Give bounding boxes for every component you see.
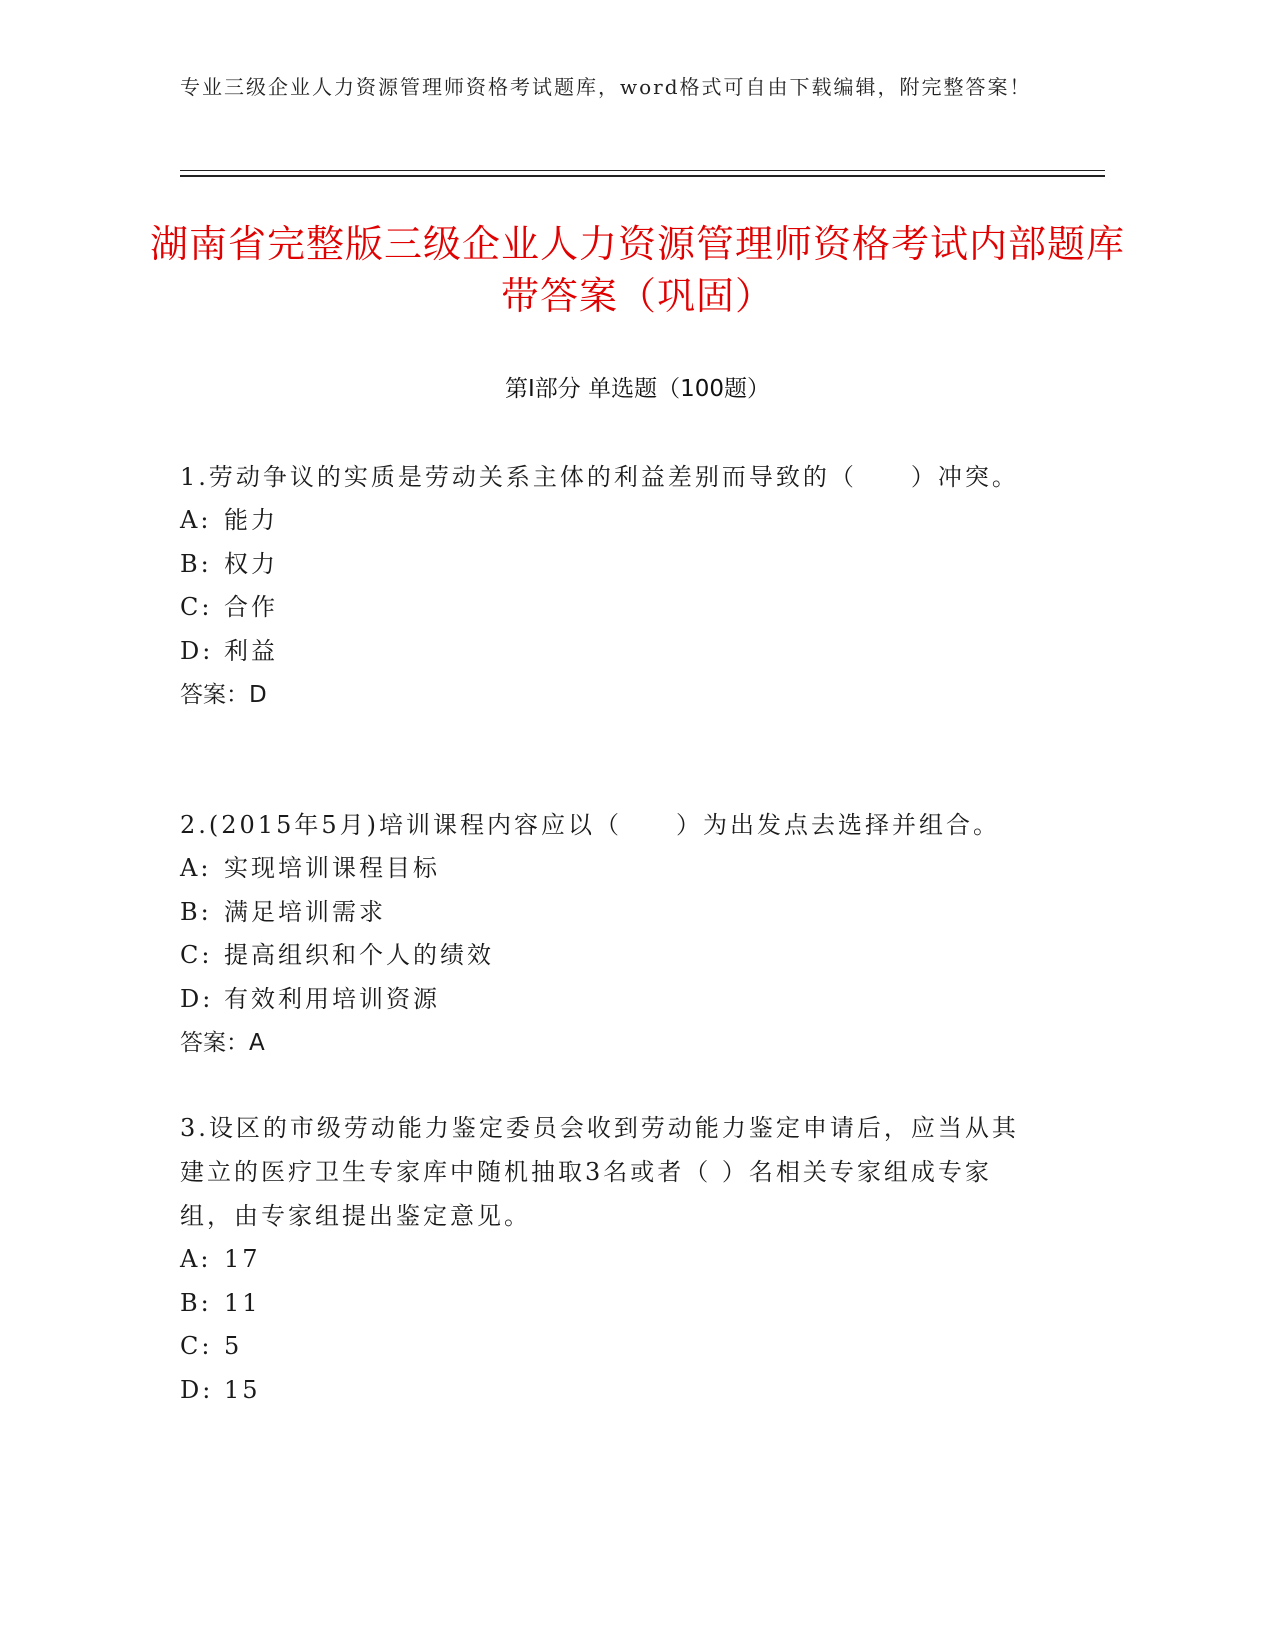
answer-value: D	[249, 682, 267, 708]
question-3	[180, 1106, 1040, 1412]
option-key: D:	[180, 1375, 214, 1404]
option-b	[180, 543, 1040, 587]
option-c	[180, 586, 1040, 630]
option-c	[180, 1325, 1040, 1369]
question-stem: 2.(2015年5月)培训课程内容应以（ ）为出发点去选择并组合。	[180, 811, 1000, 839]
option-text: 有效利用培训资源	[224, 984, 440, 1013]
option-d	[180, 630, 1040, 674]
option-a	[180, 1238, 1040, 1282]
header-divider-thin	[180, 170, 1105, 171]
option-key: B:	[180, 897, 212, 926]
option-key: A:	[180, 506, 212, 534]
question-1	[180, 455, 1040, 717]
answer-label: 答案：	[180, 1030, 249, 1056]
option-text: 合作	[224, 593, 278, 621]
option-key: A:	[180, 1245, 212, 1273]
option-c	[180, 934, 1040, 978]
option-key: B:	[180, 1288, 212, 1317]
option-key: B:	[180, 549, 212, 578]
option-key: C:	[180, 593, 213, 621]
option-key: C:	[180, 1332, 213, 1360]
option-a	[180, 847, 1040, 891]
option-text: 15	[224, 1375, 261, 1404]
option-text: 能力	[224, 506, 278, 534]
option-d	[180, 1369, 1040, 1413]
option-text: 11	[224, 1288, 261, 1317]
option-key: D:	[180, 636, 214, 665]
section-heading: 第Ⅰ部分 单选题（100题）	[505, 376, 770, 402]
option-key: D:	[180, 984, 214, 1013]
option-a	[180, 499, 1040, 543]
question-2	[180, 803, 1040, 1065]
option-text: 17	[224, 1245, 261, 1273]
answer-label: 答案：	[180, 682, 249, 708]
header-note: 专业三级企业人力资源管理师资格考试题库，word格式可自由下载编辑，附完整答案！	[180, 75, 1032, 99]
option-text: 利益	[224, 636, 278, 665]
option-text: 满足培训需求	[224, 897, 386, 926]
option-b	[180, 1282, 1040, 1326]
option-key: A:	[180, 854, 212, 882]
option-text: 实现培训课程目标	[224, 854, 440, 882]
question-stem: 3.设区的市级劳动能力鉴定委员会收到劳动能力鉴定申请后，应当从其建立的医疗卫生专家库中随机抽取3名或者（ ）名相关专家组成专家组，由专家组提出鉴定意见。	[180, 1114, 1019, 1230]
option-text: 提高组织和个人的绩效	[224, 941, 494, 969]
option-b	[180, 891, 1040, 935]
header-divider-thick	[180, 175, 1105, 177]
option-text: 权力	[224, 549, 278, 578]
answer-line	[180, 673, 1040, 717]
option-text: 5	[224, 1332, 243, 1360]
question-stem: 1.劳动争议的实质是劳动关系主体的利益差别而导致的（ ）冲突。	[180, 463, 1019, 491]
option-d	[180, 978, 1040, 1022]
document-title: 湖南省完整版三级企业人力资源管理师资格考试内部题库带答案（巩固）	[150, 222, 1126, 318]
option-key: C:	[180, 941, 213, 969]
answer-value: A	[249, 1030, 265, 1056]
answer-line	[180, 1021, 1040, 1065]
